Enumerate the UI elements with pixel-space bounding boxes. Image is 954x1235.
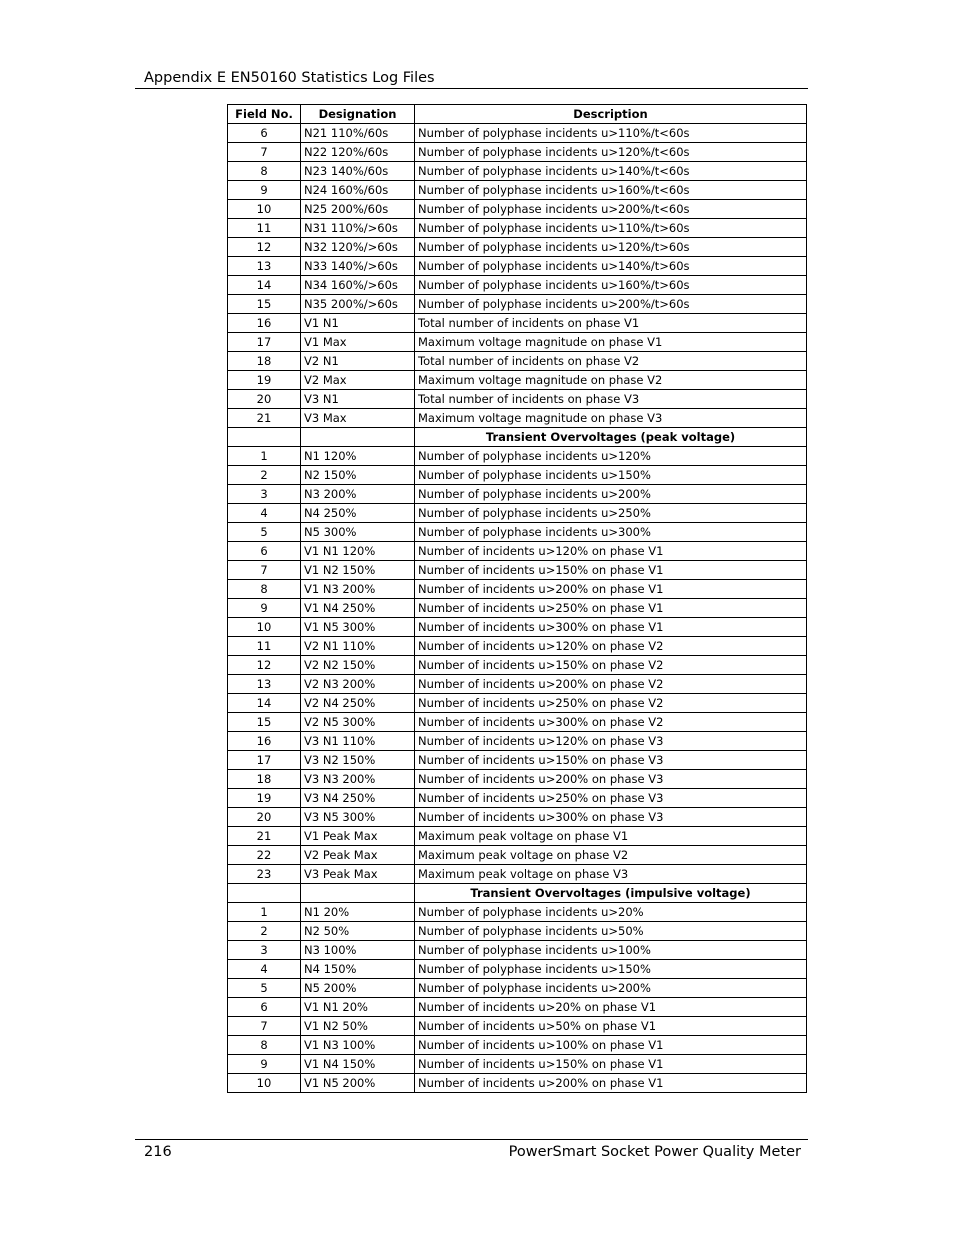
description-cell: Number of polyphase incidents u>110%/t<60s — [415, 124, 807, 143]
designation-cell: V3 Max — [301, 409, 415, 428]
table-row — [228, 276, 807, 295]
field-no-cell: 21 — [228, 409, 301, 428]
field-no-cell: 18 — [228, 352, 301, 371]
field-no-cell: 16 — [228, 732, 301, 751]
table-row — [228, 314, 807, 333]
designation-cell: N5 300% — [301, 523, 415, 542]
description-cell: Number of polyphase incidents u>140%/t<60s — [415, 162, 807, 181]
table-row — [228, 219, 807, 238]
designation-cell: V2 N1 — [301, 352, 415, 371]
designation-cell: V1 N3 100% — [301, 1036, 415, 1055]
table-header-row — [228, 105, 807, 124]
designation-cell: V1 N2 50% — [301, 1017, 415, 1036]
designation-cell: V2 N3 200% — [301, 675, 415, 694]
designation-cell: N2 50% — [301, 922, 415, 941]
designation-cell: V2 N1 110% — [301, 637, 415, 656]
table-row — [228, 295, 807, 314]
field-no-cell: 18 — [228, 770, 301, 789]
table-row — [228, 751, 807, 770]
table-body — [228, 124, 807, 1093]
designation-cell: V1 Peak Max — [301, 827, 415, 846]
description-cell: Number of polyphase incidents u>120%/t>60s — [415, 238, 807, 257]
field-no-cell: 5 — [228, 979, 301, 998]
designation-cell: N35 200%/>60s — [301, 295, 415, 314]
designation-cell: N4 150% — [301, 960, 415, 979]
field-no-cell: 3 — [228, 941, 301, 960]
field-no-cell: 2 — [228, 922, 301, 941]
field-no-cell: 9 — [228, 181, 301, 200]
designation-cell: V2 N5 300% — [301, 713, 415, 732]
designation-cell: N1 120% — [301, 447, 415, 466]
designation-cell: V3 Peak Max — [301, 865, 415, 884]
description-cell: Number of polyphase incidents u>100% — [415, 941, 807, 960]
description-cell: Maximum voltage magnitude on phase V3 — [415, 409, 807, 428]
designation-cell: V1 N5 200% — [301, 1074, 415, 1093]
page-footer — [135, 1139, 808, 1162]
designation-cell: N34 160%/>60s — [301, 276, 415, 295]
description-cell: Number of polyphase incidents u>200%/t>60s — [415, 295, 807, 314]
table-row — [228, 1074, 807, 1093]
designation-cell: N22 120%/60s — [301, 143, 415, 162]
table-row — [228, 618, 807, 637]
designation-cell: N31 110%/>60s — [301, 219, 415, 238]
table-row — [228, 1017, 807, 1036]
description-cell: Maximum peak voltage on phase V1 — [415, 827, 807, 846]
section-title-cell: Transient Overvoltages (peak voltage) — [415, 428, 807, 447]
description-cell: Number of polyphase incidents u>50% — [415, 922, 807, 941]
description-cell: Total number of incidents on phase V1 — [415, 314, 807, 333]
description-cell: Number of incidents u>300% on phase V2 — [415, 713, 807, 732]
description-cell: Number of incidents u>120% on phase V2 — [415, 637, 807, 656]
designation-cell: V1 N4 250% — [301, 599, 415, 618]
column-header-designation: Designation — [301, 105, 415, 124]
description-cell: Number of polyphase incidents u>200% — [415, 979, 807, 998]
field-no-cell: 13 — [228, 675, 301, 694]
field-no-cell: 17 — [228, 751, 301, 770]
column-header-description: Description — [415, 105, 807, 124]
designation-cell: V1 N1 — [301, 314, 415, 333]
field-no-cell: 2 — [228, 466, 301, 485]
field-no-cell: 15 — [228, 295, 301, 314]
designation-cell: V1 N1 120% — [301, 542, 415, 561]
table-row — [228, 732, 807, 751]
field-no-cell: 7 — [228, 143, 301, 162]
field-no-cell: 8 — [228, 162, 301, 181]
table-row — [228, 181, 807, 200]
table-row — [228, 1055, 807, 1074]
page-number: 216 — [144, 1144, 172, 1160]
table-row — [228, 523, 807, 542]
table-row — [228, 333, 807, 352]
designation-cell: V3 N4 250% — [301, 789, 415, 808]
description-cell: Number of polyphase incidents u>150% — [415, 466, 807, 485]
designation-cell: V3 N5 300% — [301, 808, 415, 827]
designation-cell: V1 Max — [301, 333, 415, 352]
designation-cell: N21 110%/60s — [301, 124, 415, 143]
designation-cell: V3 N1 110% — [301, 732, 415, 751]
description-cell: Number of polyphase incidents u>120%/t<60s — [415, 143, 807, 162]
description-cell: Maximum voltage magnitude on phase V2 — [415, 371, 807, 390]
table-row — [228, 390, 807, 409]
field-no-cell: 13 — [228, 257, 301, 276]
field-no-cell: 7 — [228, 1017, 301, 1036]
description-cell: Maximum voltage magnitude on phase V1 — [415, 333, 807, 352]
table-row — [228, 599, 807, 618]
table-row — [228, 656, 807, 675]
designation-cell: N23 140%/60s — [301, 162, 415, 181]
designation-cell: V1 N2 150% — [301, 561, 415, 580]
table-row — [228, 580, 807, 599]
designation-cell: N3 100% — [301, 941, 415, 960]
description-cell: Number of polyphase incidents u>150% — [415, 960, 807, 979]
table-row — [228, 694, 807, 713]
description-cell: Number of polyphase incidents u>120% — [415, 447, 807, 466]
description-cell: Number of incidents u>300% on phase V3 — [415, 808, 807, 827]
field-no-cell: 11 — [228, 219, 301, 238]
designation-cell: V1 N4 150% — [301, 1055, 415, 1074]
table-row — [228, 827, 807, 846]
description-cell: Number of incidents u>200% on phase V3 — [415, 770, 807, 789]
description-cell: Number of polyphase incidents u>300% — [415, 523, 807, 542]
statistics-log-table — [227, 104, 807, 1093]
description-cell: Number of incidents u>200% on phase V2 — [415, 675, 807, 694]
field-no-cell — [228, 884, 301, 903]
description-cell: Number of incidents u>20% on phase V1 — [415, 998, 807, 1017]
field-no-cell: 19 — [228, 789, 301, 808]
designation-cell: V2 Max — [301, 371, 415, 390]
table-row — [228, 504, 807, 523]
description-cell: Number of incidents u>150% on phase V3 — [415, 751, 807, 770]
field-no-cell: 7 — [228, 561, 301, 580]
table-row — [228, 257, 807, 276]
table-row — [228, 352, 807, 371]
description-cell: Number of incidents u>100% on phase V1 — [415, 1036, 807, 1055]
field-no-cell: 3 — [228, 485, 301, 504]
description-cell: Number of polyphase incidents u>160%/t>60s — [415, 276, 807, 295]
designation-cell: V3 N1 — [301, 390, 415, 409]
designation-cell: N2 150% — [301, 466, 415, 485]
table-row — [228, 409, 807, 428]
description-cell: Number of incidents u>250% on phase V1 — [415, 599, 807, 618]
description-cell: Maximum peak voltage on phase V3 — [415, 865, 807, 884]
table-row — [228, 770, 807, 789]
table-row — [228, 637, 807, 656]
table-row — [228, 542, 807, 561]
table-row — [228, 998, 807, 1017]
field-no-cell: 6 — [228, 124, 301, 143]
section-header-row — [228, 884, 807, 903]
designation-cell: N32 120%/>60s — [301, 238, 415, 257]
field-no-cell: 15 — [228, 713, 301, 732]
table-row — [228, 789, 807, 808]
description-cell: Number of polyphase incidents u>200% — [415, 485, 807, 504]
section-title-cell: Transient Overvoltages (impulsive voltage) — [415, 884, 807, 903]
field-no-cell: 10 — [228, 1074, 301, 1093]
field-no-cell: 20 — [228, 808, 301, 827]
field-no-cell: 19 — [228, 371, 301, 390]
description-cell: Number of incidents u>300% on phase V1 — [415, 618, 807, 637]
table-row — [228, 200, 807, 219]
field-no-cell: 23 — [228, 865, 301, 884]
designation-cell: V2 Peak Max — [301, 846, 415, 865]
designation-cell: N33 140%/>60s — [301, 257, 415, 276]
table-row — [228, 846, 807, 865]
section-header-row — [228, 428, 807, 447]
designation-cell: N25 200%/60s — [301, 200, 415, 219]
field-no-cell: 4 — [228, 960, 301, 979]
field-no-cell: 11 — [228, 637, 301, 656]
table-row — [228, 485, 807, 504]
designation-cell: N1 20% — [301, 903, 415, 922]
designation-cell: V3 N2 150% — [301, 751, 415, 770]
product-title: PowerSmart Socket Power Quality Meter — [508, 1144, 801, 1160]
field-no-cell: 8 — [228, 580, 301, 599]
description-cell: Number of incidents u>150% on phase V2 — [415, 656, 807, 675]
designation-cell: N24 160%/60s — [301, 181, 415, 200]
table-row — [228, 808, 807, 827]
table-row — [228, 675, 807, 694]
description-cell: Number of incidents u>50% on phase V1 — [415, 1017, 807, 1036]
designation-cell: N3 200% — [301, 485, 415, 504]
table-row — [228, 561, 807, 580]
description-cell: Number of polyphase incidents u>200%/t<60s — [415, 200, 807, 219]
table-row — [228, 124, 807, 143]
field-no-cell: 9 — [228, 1055, 301, 1074]
field-no-cell — [228, 428, 301, 447]
field-no-cell: 8 — [228, 1036, 301, 1055]
page-header — [135, 68, 808, 89]
field-no-cell: 10 — [228, 200, 301, 219]
designation-cell — [301, 884, 415, 903]
description-cell: Number of incidents u>250% on phase V3 — [415, 789, 807, 808]
table-row — [228, 979, 807, 998]
description-cell: Number of polyphase incidents u>110%/t>60s — [415, 219, 807, 238]
description-cell: Number of polyphase incidents u>250% — [415, 504, 807, 523]
field-no-cell: 6 — [228, 542, 301, 561]
field-no-cell: 16 — [228, 314, 301, 333]
field-no-cell: 10 — [228, 618, 301, 637]
designation-cell: V1 N1 20% — [301, 998, 415, 1017]
description-cell: Number of incidents u>200% on phase V1 — [415, 1074, 807, 1093]
field-no-cell: 4 — [228, 504, 301, 523]
table-row — [228, 466, 807, 485]
field-no-cell: 9 — [228, 599, 301, 618]
field-no-cell: 12 — [228, 238, 301, 257]
field-no-cell: 1 — [228, 447, 301, 466]
table-row — [228, 865, 807, 884]
field-no-cell: 20 — [228, 390, 301, 409]
field-no-cell: 1 — [228, 903, 301, 922]
table-row — [228, 713, 807, 732]
designation-cell: V2 N2 150% — [301, 656, 415, 675]
description-cell: Number of polyphase incidents u>160%/t<60s — [415, 181, 807, 200]
field-no-cell: 12 — [228, 656, 301, 675]
designation-cell: V3 N3 200% — [301, 770, 415, 789]
table-row — [228, 941, 807, 960]
designation-cell: V1 N3 200% — [301, 580, 415, 599]
table-row — [228, 960, 807, 979]
field-no-cell: 14 — [228, 276, 301, 295]
column-header-field-no: Field No. — [228, 105, 301, 124]
designation-cell: N4 250% — [301, 504, 415, 523]
description-cell: Number of incidents u>120% on phase V1 — [415, 542, 807, 561]
table-row — [228, 143, 807, 162]
description-cell: Number of incidents u>150% on phase V1 — [415, 1055, 807, 1074]
description-cell: Number of polyphase incidents u>140%/t>60s — [415, 257, 807, 276]
field-no-cell: 14 — [228, 694, 301, 713]
table-row — [228, 238, 807, 257]
field-no-cell: 21 — [228, 827, 301, 846]
table-row — [228, 922, 807, 941]
description-cell: Total number of incidents on phase V2 — [415, 352, 807, 371]
field-no-cell: 22 — [228, 846, 301, 865]
designation-cell: V2 N4 250% — [301, 694, 415, 713]
table-row — [228, 162, 807, 181]
header-title: Appendix E EN50160 Statistics Log Files — [144, 70, 435, 86]
description-cell: Number of incidents u>120% on phase V3 — [415, 732, 807, 751]
designation-cell — [301, 428, 415, 447]
description-cell: Number of polyphase incidents u>20% — [415, 903, 807, 922]
field-no-cell: 6 — [228, 998, 301, 1017]
field-no-cell: 5 — [228, 523, 301, 542]
description-cell: Number of incidents u>150% on phase V1 — [415, 561, 807, 580]
table-row — [228, 447, 807, 466]
table-row — [228, 903, 807, 922]
description-cell: Number of incidents u>250% on phase V2 — [415, 694, 807, 713]
field-no-cell: 17 — [228, 333, 301, 352]
description-cell: Number of incidents u>200% on phase V1 — [415, 580, 807, 599]
description-cell: Total number of incidents on phase V3 — [415, 390, 807, 409]
designation-cell: N5 200% — [301, 979, 415, 998]
table-row — [228, 1036, 807, 1055]
designation-cell: V1 N5 300% — [301, 618, 415, 637]
description-cell: Maximum peak voltage on phase V2 — [415, 846, 807, 865]
table-row — [228, 371, 807, 390]
